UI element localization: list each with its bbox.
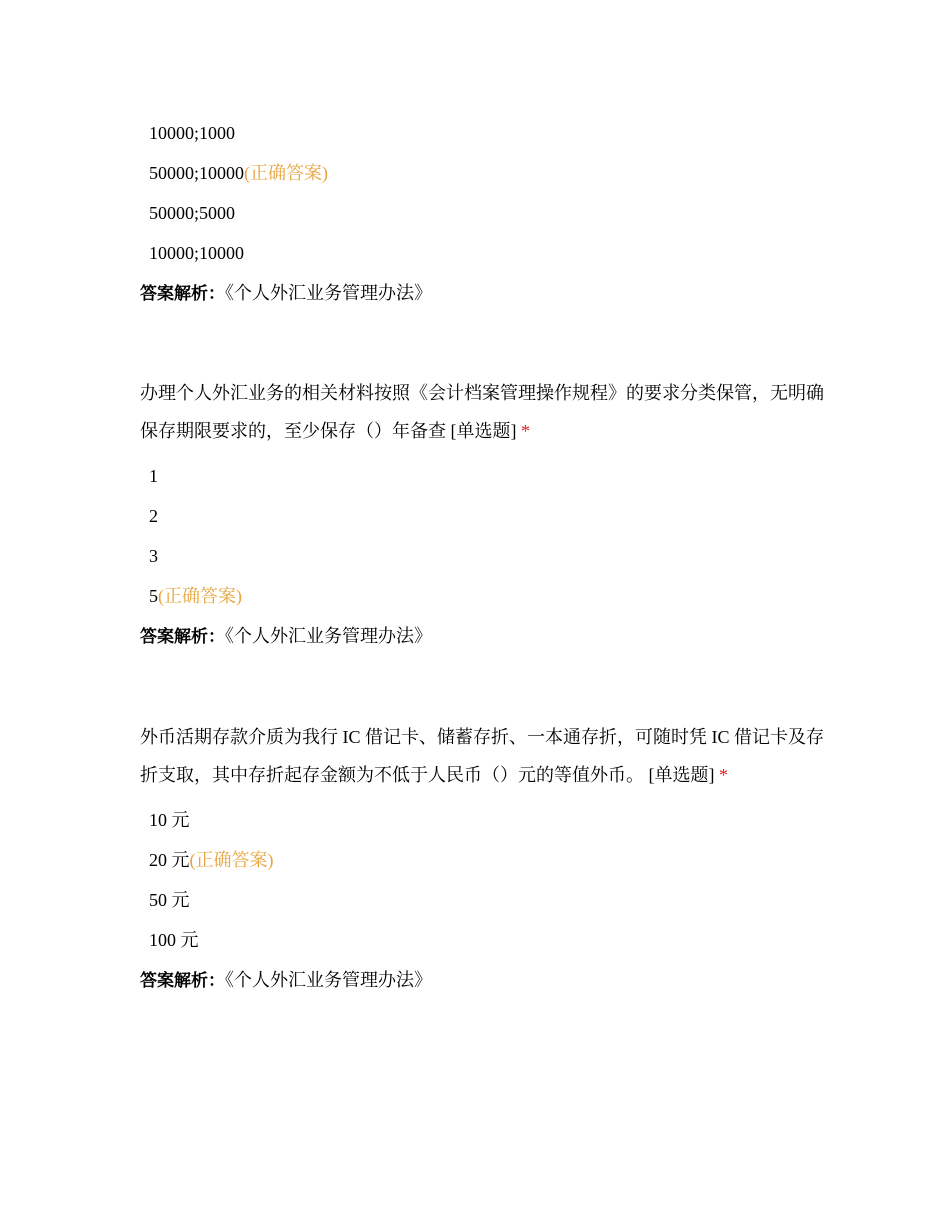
option-q1-c: 50000;5000 <box>149 203 236 223</box>
question-3 <box>140 718 830 1000</box>
option-q1-a: 10000;1000 <box>149 123 236 143</box>
option-q2-a: 1 <box>149 466 158 486</box>
option-q3-a: 10 元 <box>149 810 190 830</box>
required-mark: * <box>521 421 530 441</box>
option-q1-b: 50000;10000(正确答案) <box>149 163 329 183</box>
option-q3-d: 100 元 <box>149 930 199 950</box>
answer-analysis: 答案解析：《个人外汇业务管理办法》 <box>140 626 432 647</box>
answer-analysis: 答案解析：《个人外汇业务管理办法》 <box>140 283 432 304</box>
option-q3-b: 20 元(正确答案) <box>149 850 274 870</box>
option-q1-d: 10000;10000 <box>149 243 245 263</box>
correct-answer-tag: (正确答案) <box>189 850 274 870</box>
option-q2-d: 5(正确答案) <box>149 586 242 606</box>
question-1 <box>140 113 830 313</box>
required-mark: * <box>719 765 728 785</box>
question-text: 外币活期存款介质为我行 IC 借记卡、储蓄存折、一本通存折，可随时凭 IC 借记卡及存折支取，其中存折起存金额为不低于人民币（）元的等值外币。 [单选题] * <box>140 727 824 785</box>
answer-analysis: 答案解析：《个人外汇业务管理办法》 <box>140 970 432 991</box>
option-q3-c: 50 元 <box>149 890 190 910</box>
correct-answer-tag: (正确答案) <box>158 586 242 606</box>
option-q2-b: 2 <box>149 506 158 526</box>
option-q2-c: 3 <box>149 546 158 566</box>
question-2 <box>140 374 830 656</box>
question-text: 办理个人外汇业务的相关材料按照《会计档案管理操作规程》的要求分类保管，无明确保存期限要求的，至少保存（）年备查 [单选题] * <box>140 383 824 441</box>
correct-answer-tag: (正确答案) <box>244 163 329 183</box>
